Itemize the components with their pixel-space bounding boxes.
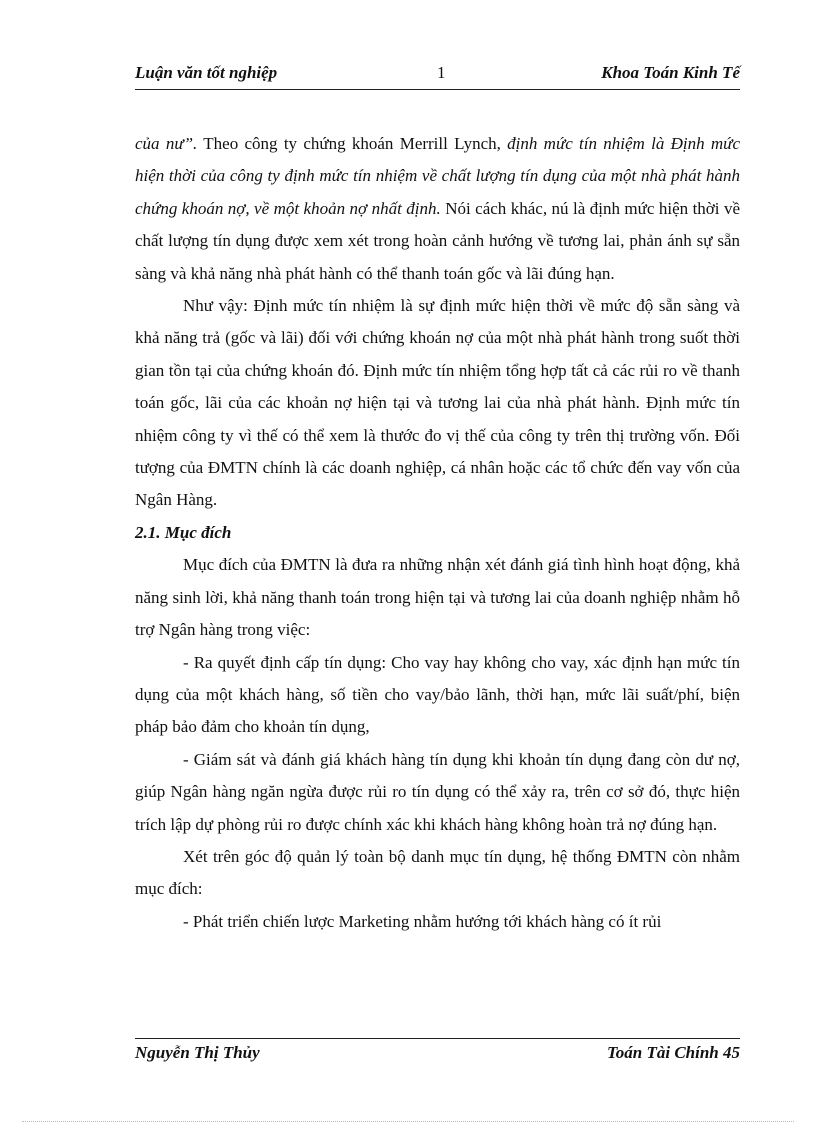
page-number: 1 xyxy=(437,63,446,82)
header-thesis-title: Luận văn tốt nghiệp xyxy=(135,63,278,82)
list-item-credit-decision: - Ra quyết định cấp tín dụng: Cho vay hay không cho vay, xác định hạn mức tín dụng của một khách hàng, số tiền cho vay/bảo lãnh, thời hạn, mức lãi suất/phí, biện pháp bảo đảm cho khoản tín dụng, xyxy=(135,652,740,737)
section-heading: 2.1. Mục đích xyxy=(135,522,232,542)
paragraph-purpose: Mục đích của ĐMTN là đưa ra những nhận xét đánh giá tình hình hoạt động, khả năng sinh lời, khả năng thanh toán trong hiện tại và tương lai của doanh nghiệp nhằm hỗ trợ Ngân hàng trong việc: xyxy=(135,555,740,640)
definition-italic: định mức tín nhiệm là Định mức hiện thời của công ty định mức tín nhiệm về chất lượng tín dụng của một nhà phát hành chứng khoán nợ, về một khoản nợ nhất định. xyxy=(135,134,740,218)
footer-author: Nguyễn Thị Thủy xyxy=(135,1043,260,1062)
merrill-lynch-intro: Theo công ty chứng khoán Merrill Lynch, xyxy=(197,134,501,153)
quote-end: của nư”. xyxy=(135,134,198,153)
page-footer xyxy=(135,1038,740,1062)
paragraph-definition xyxy=(135,128,740,290)
paragraph-summary: Như vậy: Định mức tín nhiệm là sự định mức hiện thời về mức độ sẵn sàng và khả năng trả (gốc và lãi) đối với chứng khoán nợ của một nhà phát hành trong suốt thời gian tồn tại của chứng khoán đó. Định mức tín nhiệm tổng hợp tất cả các rủi ro về thanh toán gốc, lãi của các khoản nợ hiện tại và tương lai của nhà phát hành. Định mức tín nhiệm công ty vì thế có thể xem là thước đo vị thế của công ty trên thị trường vốn. Đối tượng của ĐMTN chính là các doanh nghiệp, cá nhân hoặc các tổ chức đến vay vốn của Ngân Hàng. xyxy=(135,296,740,510)
definition-explanation: Nói cách khác, nú là định mức hiện thời về chất lượng tín dụng được xem xét trong hoàn cảnh hướng về tương lai, phản ánh sự sẵn sàng và khả năng nhà phát hành có thể thanh toán gốc và lãi đúng hạn. xyxy=(135,198,741,283)
footer-class: Toán Tài Chính 45 xyxy=(606,1043,740,1062)
page-header xyxy=(135,63,740,90)
paragraph-portfolio: Xét trên góc độ quản lý toàn bộ danh mục tín dụng, hệ thống ĐMTN còn nhằm mục đích: xyxy=(135,846,740,899)
list-item-monitoring: - Giám sát và đánh giá khách hàng tín dụng khi khoản tín dụng đang còn dư nợ, giúp Ngân hàng ngăn ngừa được rủi ro tín dụng có thể xảy ra, trên cơ sở đó, thực hiện trích lập dự phòng rủi ro được chính xác khi khách hàng không hoàn trả nợ đúng hạn. xyxy=(135,749,740,834)
document-body xyxy=(135,128,740,938)
header-faculty: Khoa Toán Kinh Tế xyxy=(601,63,740,82)
list-item-marketing: - Phát triển chiến lược Marketing nhằm hướng tới khách hàng có ít rủi xyxy=(183,911,662,931)
page-bottom-divider xyxy=(22,1121,794,1122)
